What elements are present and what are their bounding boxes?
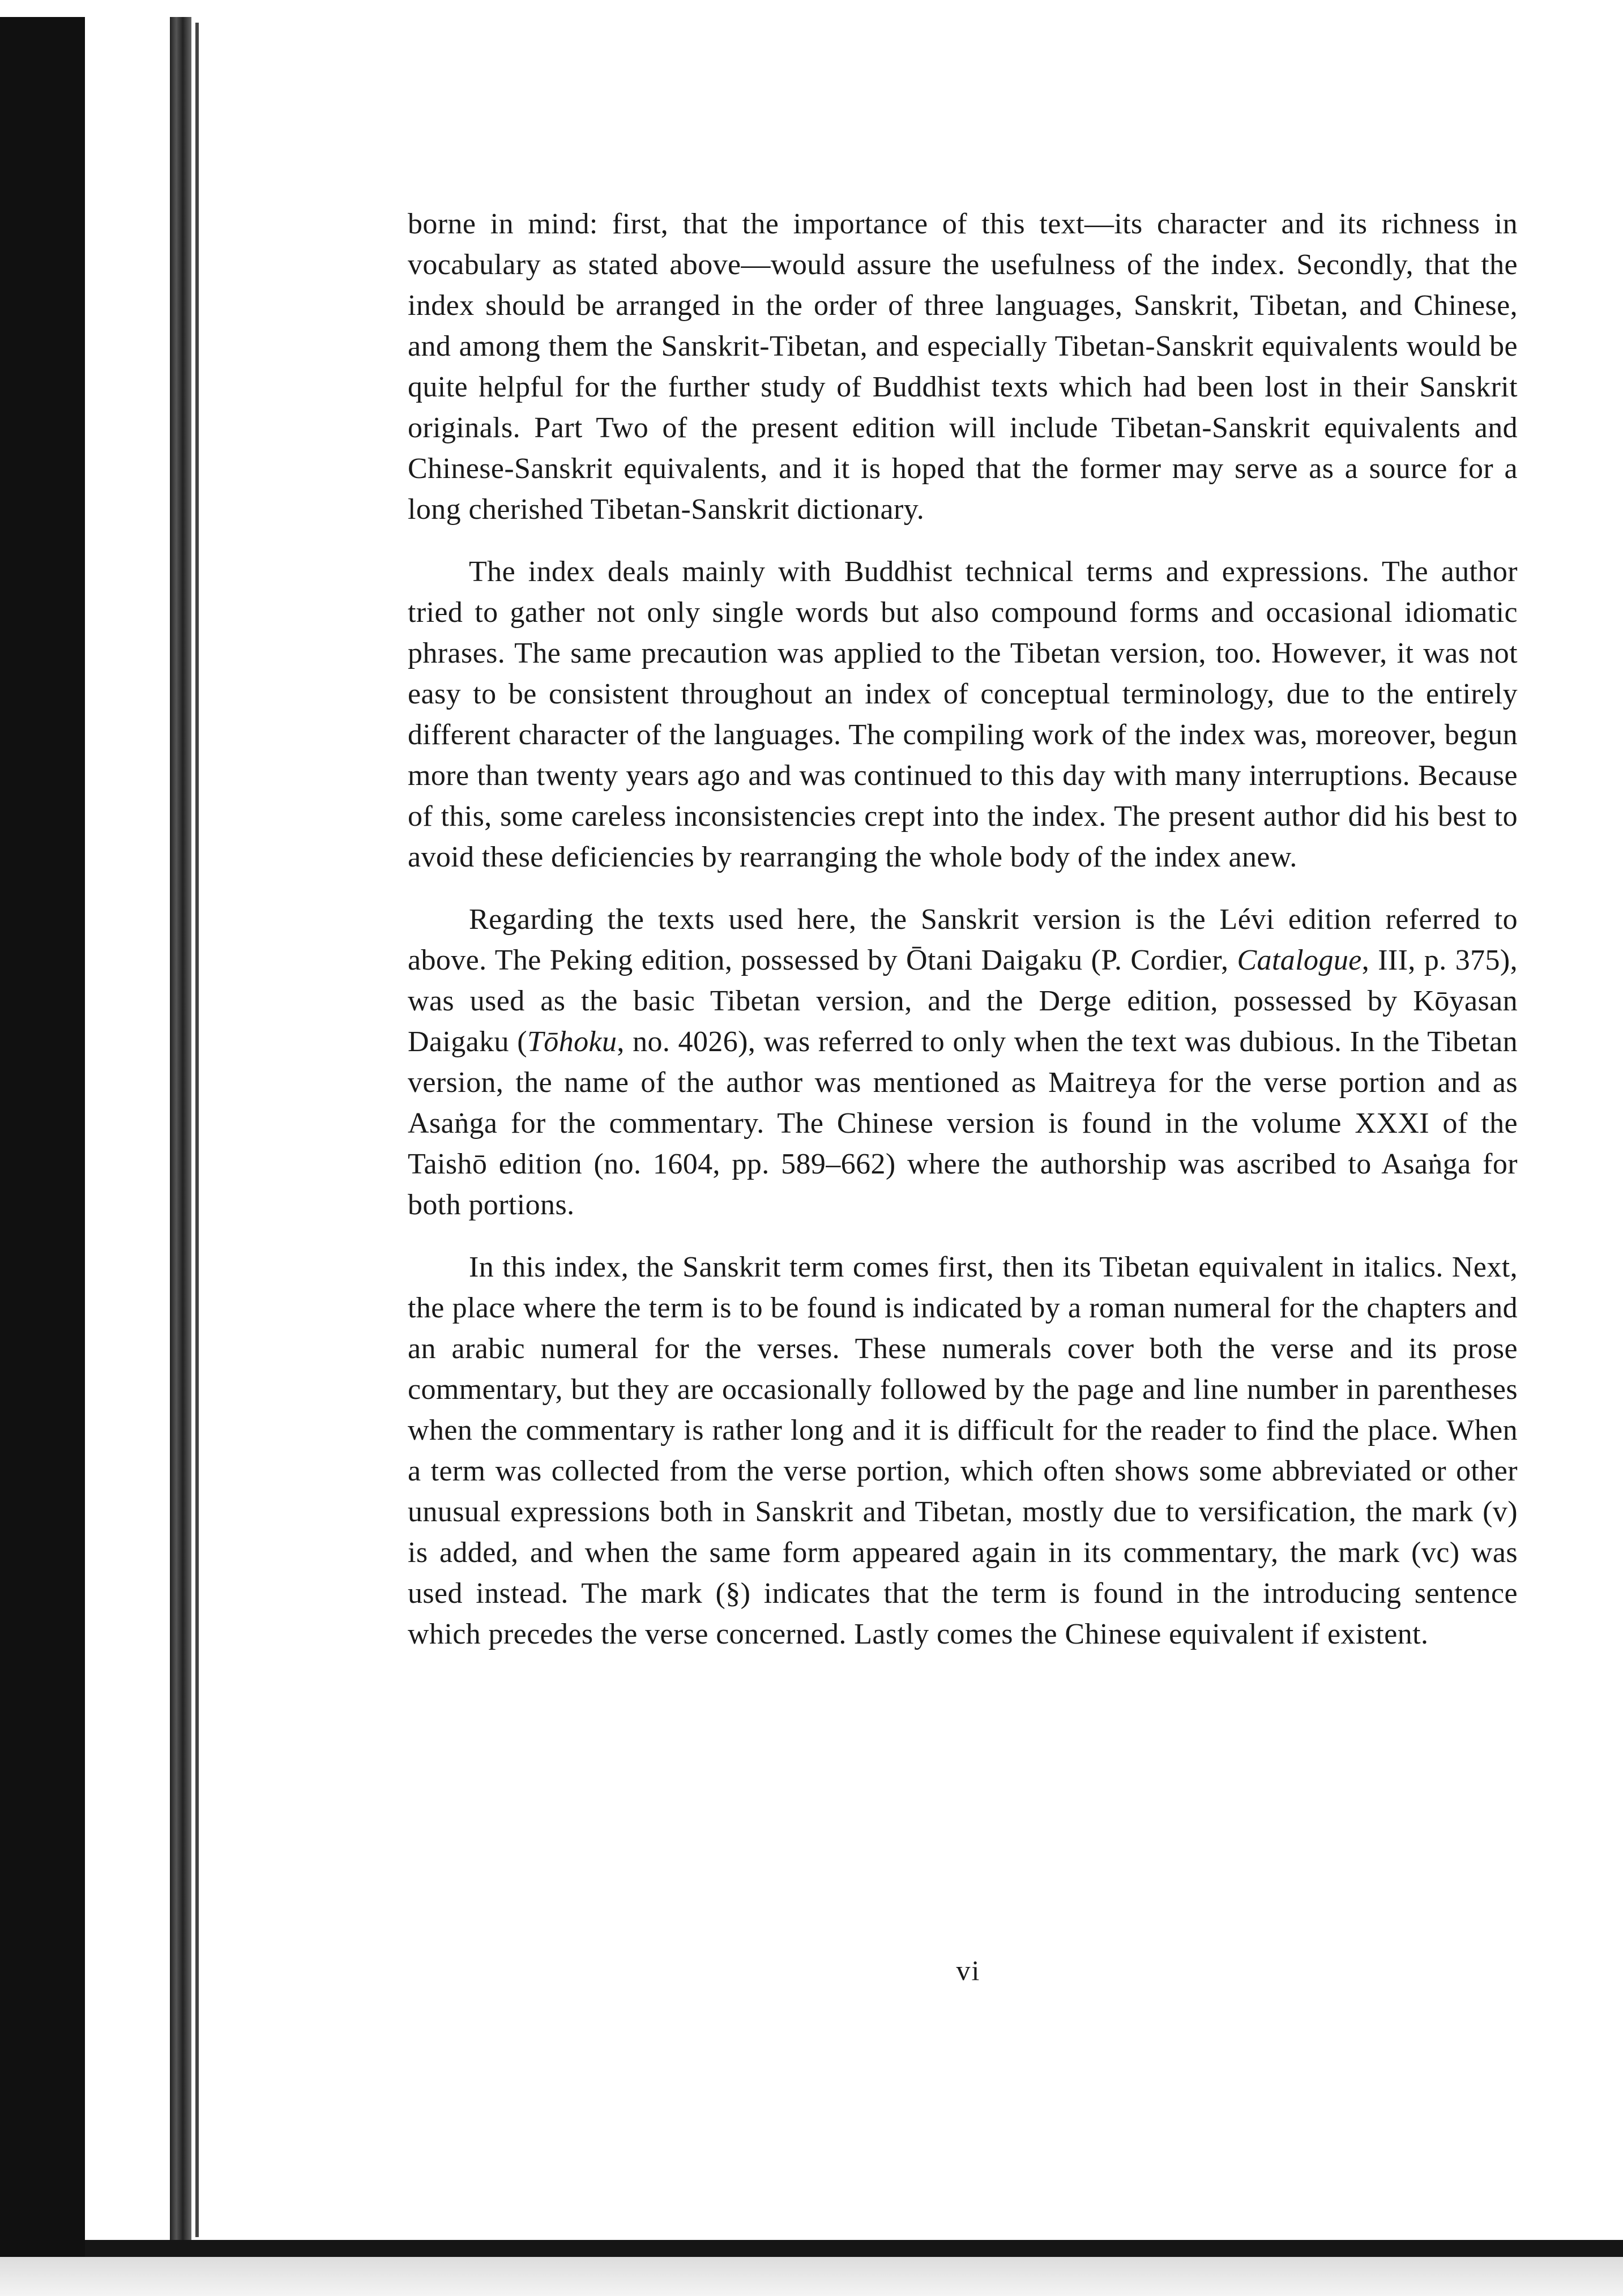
paragraph-3-part-3: , no. 4026), was referred to only when the text was dubious. In the Tibetan version, the name of the author was mentioned as Maitreya for the verse portion and as Asaṅga for the commentary. The Chinese version is found in the volume XXXI of the Taishō edition (no. 1604, pp. 589–662) where the authorship was ascribed to Asaṅga for both portions.: [408, 1026, 1518, 1221]
tohoku-title: Tōhoku: [527, 1026, 617, 1058]
catalogue-title: Catalogue: [1237, 944, 1362, 976]
paragraph-3-part-1: Regarding the texts used here, the Sanskrit version is the Lévi edition referred to above. The Peking edition, possessed by Ōtani Daigaku (P. Cordier,: [408, 903, 1518, 976]
scan-spine-line: [195, 23, 199, 2237]
scan-margin-strip: [91, 68, 153, 2226]
scan-binding-edge: [0, 17, 85, 2277]
scan-bottom-edge: [85, 2240, 1623, 2257]
paragraph-3-part-2: , III, p. 375), was used as the basic Tibetan version, and the Derge edition, possessed by Kōyasan Daigaku (: [408, 944, 1518, 1058]
scan-spine-shadow: [170, 17, 191, 2243]
paragraph-3: [408, 899, 1518, 1226]
paragraph-2: The index deals mainly with Buddhist technical terms and expressions. The author tried to gather not only single words but also compound forms and occasional idiomatic phrases. The same precaution was applied to the Tibetan version, too. However, it was not easy to be consistent throughout an index of conceptual terminology, due to the entirely different character of the languages. The compiling work of the index was, moreover, begun more than twenty years ago and was continued to this day with many interruptions. Because of this, some careless inconsistencies crept into the index. The present author did his best to avoid these deficiencies by rearranging the whole body of the index anew.: [408, 556, 1518, 873]
scan-bottom-shadow: [0, 2257, 1623, 2296]
paragraph-1: borne in mind: first, that the importance of this text—its character and its richness in vocabulary as stated above—would assure the usefulness of the index. Secondly, that the index should be arranged in the order of three languages, Sanskrit, Tibetan, and Chinese, and among them the Sanskrit-Tibetan, and especially Tibetan-Sanskrit equivalents would be quite helpful for the further study of Buddhist texts which had been lost in their Sanskrit originals. Part Two of the present edition will include Tibetan-Sanskrit equivalents and Chinese-Sanskrit equivalents, and it is hoped that the former may serve as a source for a long cherished Tibetan-Sanskrit dictionary.: [408, 208, 1518, 526]
page-number: vi: [956, 1954, 981, 1986]
paragraph-4: In this index, the Sanskrit term comes first, then its Tibetan equivalent in italics. Next, the place where the term is to be found is indicated by a roman numeral for the chapters and an arabic numeral for the verses. These numerals cover both the verse and its prose commentary, but they are occasionally followed by the page and line number in parentheses when the commentary is rather long and it is difficult for the reader to find the place. When a term was collected from the verse portion, which often shows some abbreviated or other unusual expressions both in Sanskrit and Tibetan, mostly due to versification, the mark (v) is added, and when the same form appeared again in its commentary, the mark (vc) was used instead. The mark (§) indicates that the term is found in the introducing sentence which precedes the verse concerned. Lastly comes the Chinese equivalent if existent.: [408, 1251, 1518, 1650]
page-body: [408, 204, 1518, 1676]
